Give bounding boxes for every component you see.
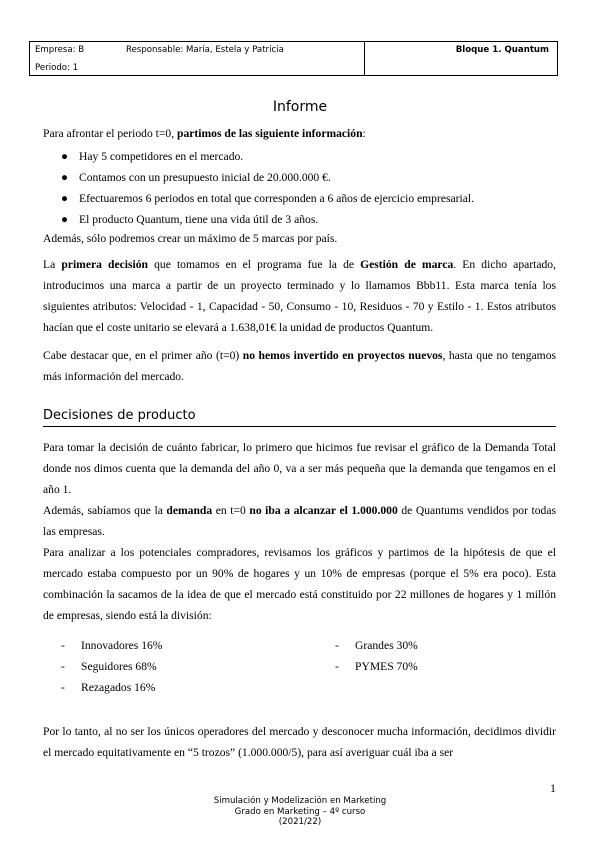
segment-text: Grandes 30%	[355, 639, 418, 652]
dash-icon: -	[335, 639, 339, 652]
segment-text: Rezagados 16%	[81, 681, 156, 694]
bold-text: Gestión de marca	[360, 258, 454, 271]
segment-text: PYMES 70%	[355, 660, 418, 673]
intro-lead-bold: partimos de las siguiente información	[177, 127, 363, 140]
list-item	[43, 209, 556, 230]
segment-text: Innovadores 16%	[81, 639, 163, 652]
list-item	[335, 635, 418, 656]
dash-icon: -	[61, 660, 65, 673]
intro-lead: Para afrontar el periodo t=0,	[43, 127, 178, 140]
bullet-text: El producto Quantum, tiene una vida útil de 3 años.	[79, 213, 319, 226]
text-run: que tomamos en el programa fue la de	[147, 258, 361, 271]
list-item	[61, 635, 162, 656]
text-run: Además, sabíamos que la	[43, 504, 167, 517]
list-item	[61, 677, 162, 698]
bullet-text: Contamos con un presupuesto inicial de 20.000.000 €.	[79, 171, 331, 184]
header-bloque: Bloque 1. Quantum	[455, 45, 549, 55]
footer-line: (2021/22)	[278, 817, 322, 827]
header-periodo: Periodo: 1	[35, 63, 79, 73]
bold-text: demanda	[166, 504, 213, 517]
list-item	[335, 656, 418, 677]
intro-paragraph	[43, 123, 556, 144]
paragraph-demand-review: Para tomar la decisión de cuánto fabricar, lo primero que hicimos fue revisar el gráfico de la Demanda Total donde nos dimos cuenta que la demanda del año 0, va a ser más pequeña que la demanda que tengamos en el año 1.	[43, 441, 556, 496]
segment-text: Seguidores 68%	[81, 660, 157, 673]
segment-list-companies	[335, 635, 418, 677]
header-responsable: Responsable: María, Estela y Patricia	[126, 45, 284, 55]
paragraph-no-investment	[43, 345, 556, 387]
header-divider	[364, 42, 365, 75]
bullet-icon: ●	[61, 213, 69, 226]
document-header-table	[29, 41, 558, 76]
bold-text: no hemos invertido en proyectos nuevos	[242, 349, 443, 362]
bullet-text: Efectuaremos 6 periodos en total que corresponden a 6 años de ejercicio empresarial.	[79, 192, 474, 205]
dash-icon: -	[335, 660, 339, 673]
list-item	[61, 656, 162, 677]
bold-text: primera decisión	[61, 258, 148, 271]
dash-icon: -	[61, 639, 65, 652]
text-run: Cabe destacar que, en el primer año (t=0)	[43, 349, 243, 362]
document-title: Informe	[272, 99, 328, 115]
bullet-icon: ●	[61, 171, 69, 184]
footer-line: Grado en Marketing – 4º curso	[234, 806, 366, 817]
paragraph-market-split: Por lo tanto, al no ser los únicos operadores del mercado y desconocer mucha información, decidimos dividir el mercado equitativamente en “5 trozos” (1.000.000/5), para así averiguar cuál iba a ser	[43, 725, 556, 759]
intro-note: Además, sólo podremos crear un máximo de 5 marcas por país.	[43, 232, 338, 245]
paragraph-demand-limit	[43, 500, 556, 542]
bold-text: no iba a alcanzar el 1.000.000	[249, 504, 398, 517]
footer-line: Simulación y Modelización en Marketing	[213, 796, 387, 806]
dash-icon: -	[61, 681, 65, 694]
segment-list-households	[61, 635, 162, 698]
intro-bullet-list	[43, 146, 556, 230]
page-number: 1	[550, 781, 556, 795]
bullet-icon: ●	[61, 192, 69, 205]
list-item	[43, 167, 556, 188]
page-footer	[0, 796, 600, 828]
text-run: , hasta que no tengamos más información del mercado.	[43, 349, 557, 383]
intro-lead-end: :	[362, 127, 366, 140]
section-heading: Decisiones de producto	[43, 408, 556, 427]
bullet-text: Hay 5 competidores en el mercado.	[79, 150, 244, 163]
text-run: de Quantums vendidos por todas las empresas.	[43, 504, 556, 538]
text-run: . En dicho apartado, introducimos una marca a partir de un proyecto terminado y lo llamamos Bbb11. Esta marca tenía los siguientes atributos: Velocidad - 1, Capacidad - 50, Consumo - 10, Residuos - 70 y Estilo - 1. Estos atributos hacían que el coste unitario se elevará a 1.638,01€ la unidad de productos Quantum.	[43, 258, 556, 334]
text-run: en t=0	[212, 504, 250, 517]
list-item	[43, 188, 556, 209]
header-empresa: Empresa: B	[35, 45, 85, 55]
paragraph-brand-decision	[43, 254, 556, 338]
bullet-icon: ●	[61, 150, 69, 163]
text-run: La	[43, 258, 62, 271]
paragraph-market-hypothesis: Para analizar a los potenciales compradores, revisamos los gráficos y partimos de la hipótesis de que el mercado estaba compuesto por un 90% de hogares y un 10% de empresas (porque el 5% era poco). Esta combinación la sacamos de la idea de que el mercado está constituido por 22 millones de hogares y 1 millón de empresas, siendo está la división:	[43, 546, 556, 622]
list-item	[43, 146, 556, 167]
